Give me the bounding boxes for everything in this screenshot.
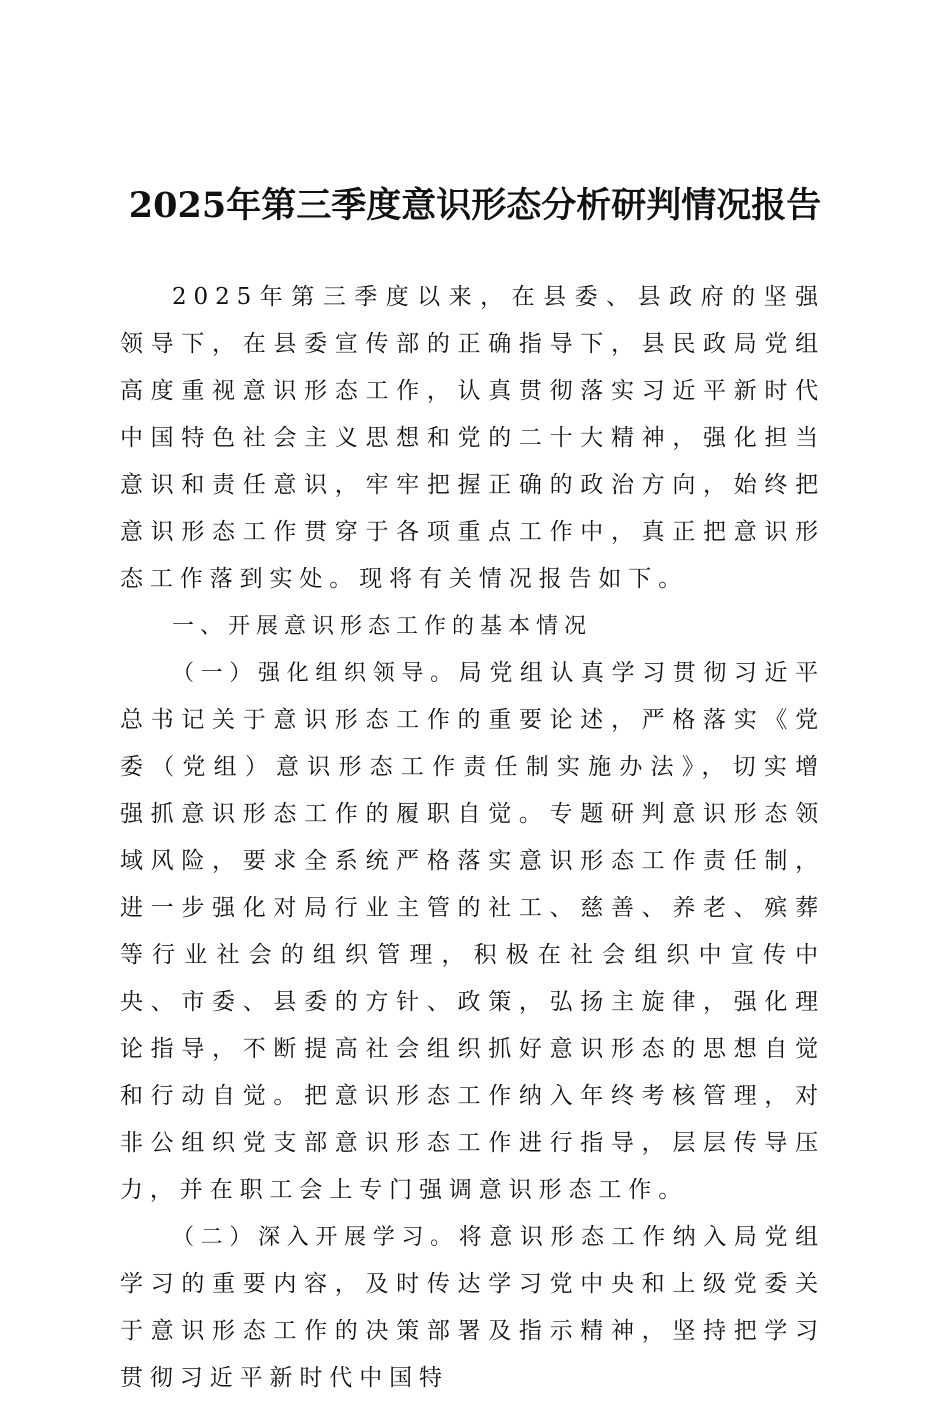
subsection-1-paragraph: [120, 650, 825, 1214]
section-heading-1: 一、开展意识形态工作的基本情况: [172, 614, 593, 639]
subsection-2-heading: （二）深入开展学习。: [172, 1225, 459, 1250]
document-body: [120, 274, 825, 1402]
subsection-1-body: 局党组认真学习贯彻习近平总书记关于意识形态工作的重要论述，严格落实《党委（党组）意识形态工作责任制实施办法》，切实增强抓意识形态工作的履职自觉。专题研判意识形态领域风险，要求全系统严格落实意识形态工作责任制，进一步强化对局行业主管的社工、慈善、养老、殡葬等行业社会的组织管理，积极在社会组织中宣传中央、市委、县委的方针、政策，弘扬主旋律，强化理论指导，不断提高社会组织抓好意识形态的思想自觉和行动自觉。把意识形态工作纳入年终考核管理，对非公组织党支部意识形态工作进行指导，层层传导压力，并在职工会上专门强调意识形态工作。: [120, 660, 825, 1203]
subsection-1-heading: （一）强化组织领导。: [172, 661, 459, 686]
document-title: 2025年第三季度意识形态分析研判情况报告: [128, 185, 822, 226]
subsection-2-body: 将意识形态工作纳入局党组学习的重要内容，及时传达学习党中央和上级党委关于意识形态工作的决策部署及指示精神，坚持把学习贯彻习近平新时代中国特: [120, 1224, 825, 1391]
intro-paragraph: 2025年第三季度以来，在县委、县政府的坚强领导下，在县委宣传部的正确指导下，县民政局党组高度重视意识形态工作，认真贯彻落实习近平新时代中国特色社会主义思想和党的二十大精神，强化担当意识和责任意识，牢牢把握正确的政治方向，始终把意识形态工作贯穿于各项重点工作中，真正把意识形态工作落到实处。现将有关情况报告如下。: [120, 284, 825, 592]
subsection-2-paragraph: [120, 1214, 825, 1402]
